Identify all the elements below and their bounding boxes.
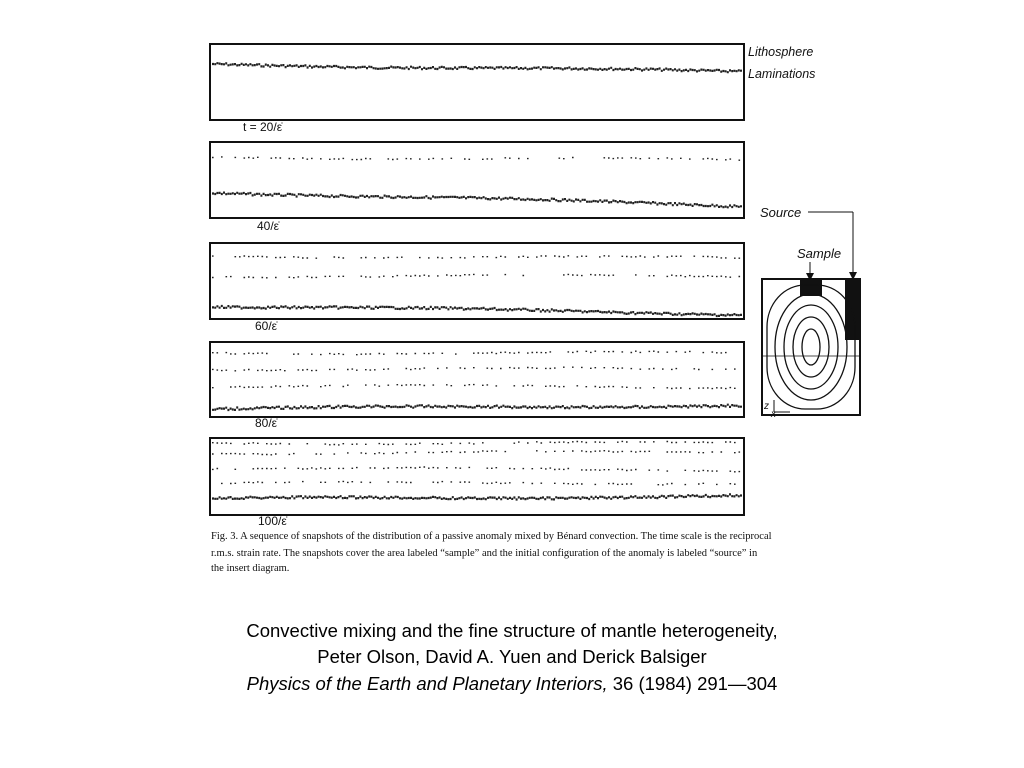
snapshot-panels <box>210 44 744 515</box>
time-label-100: 100/ε̇ <box>258 514 287 528</box>
caption-line-3: the insert diagram. <box>211 563 290 574</box>
label-lithosphere: Lithosphere <box>748 45 814 59</box>
label-sample: Sample <box>797 246 842 261</box>
caption-line-1: Fig. 3. A sequence of snapshots of the distribution of a passive anomaly mixed by Bénard convection. The time scale is the reciprocal <box>211 531 772 542</box>
axis-label-z: z <box>764 401 769 412</box>
citation-title: Convective mixing and the fine structure of mantle heterogeneity, <box>246 620 778 641</box>
time-label-80: 80/ε̇ <box>255 416 278 430</box>
snapshot-panel <box>210 142 744 218</box>
citation-reference: 36 (1984) 291—304 <box>607 673 778 694</box>
citation-journal-line <box>0 672 1024 696</box>
inset-diagram <box>760 205 860 420</box>
time-label-40: 40/ε̇ <box>257 219 280 233</box>
caption-line-2: r.m.s. strain rate. The snapshots cover the area labeled “sample” and the initial configuration of the anomaly is labeled “source” in <box>211 548 758 559</box>
citation-authors: Peter Olson, David A. Yuen and Derick Balsiger <box>317 646 707 667</box>
time-label-20: t = 20/ε̇ <box>243 120 283 134</box>
snapshot-panel <box>210 438 744 515</box>
label-laminations: Laminations <box>748 67 816 81</box>
axis-label-x: x <box>771 409 776 420</box>
citation-journal: Physics of the Earth and Planetary Interiors, <box>246 673 608 694</box>
label-source: Source <box>760 205 802 220</box>
time-label-60: 60/ε̇ <box>255 319 278 333</box>
snapshot-panel <box>210 44 744 120</box>
